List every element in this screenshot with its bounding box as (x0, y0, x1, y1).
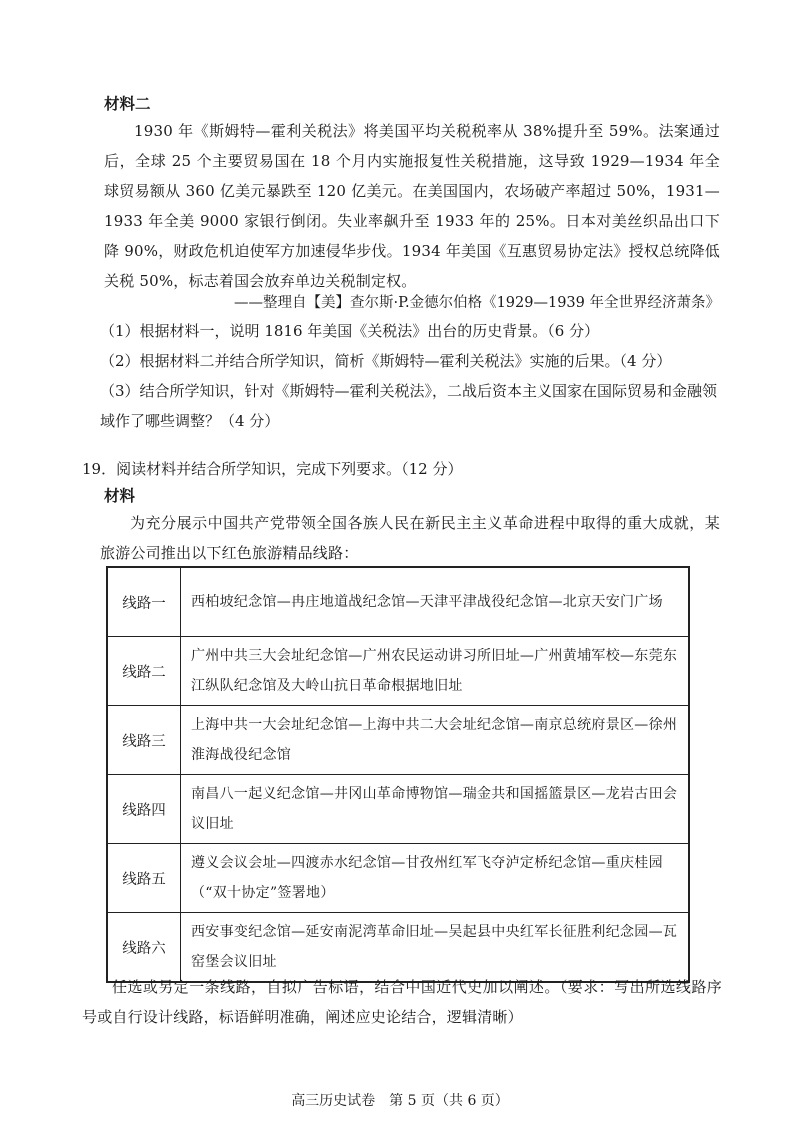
route-name: 线路三 (107, 706, 181, 775)
q19-material-heading: 材料 (104, 486, 136, 505)
route-desc: 广州中共三大会址纪念馆—广州农民运动讲习所旧址—广州黄埔军校—东莞东江纵队纪念馆及大岭山抗日革命根据地旧址 (181, 637, 690, 706)
question-3-text: （3）结合所学知识，针对《斯姆特—霍利关税法》，二战后资本主义国家在国际贸易和金融领域作了哪些调整？（4 分） (100, 382, 718, 430)
q19-requirement: 任选或另定一条线路，自拟广告标语，结合中国近代史加以阐述。（要求：写出所选线路序号或自行设计线路，标语鲜明准确，阐述应史论结合，逻辑清晰） (82, 978, 722, 1026)
route-name: 线路四 (107, 775, 181, 844)
material2-paragraph: 1930 年《斯姆特—霍利关税法》将美国平均关税税率从 38%提升至 59%。法案通过后，全球 25 个主要贸易国在 18 个月内实施报复性关税措施，这导致 1929—1934 年全球贸易额从 360 亿美元暴跌至 120 亿美元。在美国国内，农场破产率超过 50%，1931—1933 年全美 9000 家银行倒闭。失业率飙升至 1933 年的 25%。日本对美丝织品出口下降 90%，财政危机迫使军方加速侵华步伐。1934 年美国《互惠贸易协定法》授权总统降低关税 50%，标志着国会放弃单边关税制定权。 (104, 122, 720, 290)
table-row (107, 844, 689, 913)
q19-intro: 为充分展示中国共产党带领全国各族人民在新民主主义革命进程中取得的重大成就，某旅游公司推出以下红色旅游精品线路： (100, 514, 720, 562)
material2-source: ——整理自【美】查尔斯·P.金德尔伯格《1929—1939 年全世界经济萧条》 (234, 295, 720, 311)
table-row (107, 775, 689, 844)
route-desc: 南昌八一起义纪念馆—井冈山革命博物馆—瑞金共和国摇篮景区—龙岩古田会议旧址 (181, 775, 690, 844)
route-desc: 西柏坡纪念馆—冉庄地道战纪念馆—天津平津战役纪念馆—北京天安门广场 (181, 567, 690, 637)
page-footer: 高三历史试卷 第 5 页（共 6 页） (291, 1093, 509, 1109)
q19-title: 19．阅读材料并结合所学知识，完成下列要求。（12 分） (82, 460, 463, 478)
material2-heading: 材料二 (104, 94, 151, 113)
route-desc: 西安事变纪念馆—延安南泥湾革命旧址—吴起县中央红军长征胜利纪念园—瓦窑堡会议旧址 (181, 913, 690, 983)
table-row (107, 567, 689, 637)
route-name: 线路二 (107, 637, 181, 706)
table-row (107, 637, 689, 706)
route-desc: 上海中共一大会址纪念馆—上海中共二大会址纪念馆—南京总统府景区—徐州淮海战役纪念馆 (181, 706, 690, 775)
routes-table (106, 566, 690, 983)
table-row (107, 706, 689, 775)
route-name: 线路五 (107, 844, 181, 913)
route-name: 线路一 (107, 567, 181, 637)
route-name: 线路六 (107, 913, 181, 983)
question-2: （2）根据材料二并结合所学知识，简析《斯姆特—霍利关税法》实施的后果。（4 分） (100, 352, 672, 370)
question-3 (100, 376, 725, 436)
question-1: （1）根据材料一，说明 1816 年美国《关税法》出台的历史背景。（6 分） (100, 322, 600, 340)
route-desc: 遵义会议会址—四渡赤水纪念馆—甘孜州红军飞夺泸定桥纪念馆—重庆桂园（“双十协定”签署地） (181, 844, 690, 913)
